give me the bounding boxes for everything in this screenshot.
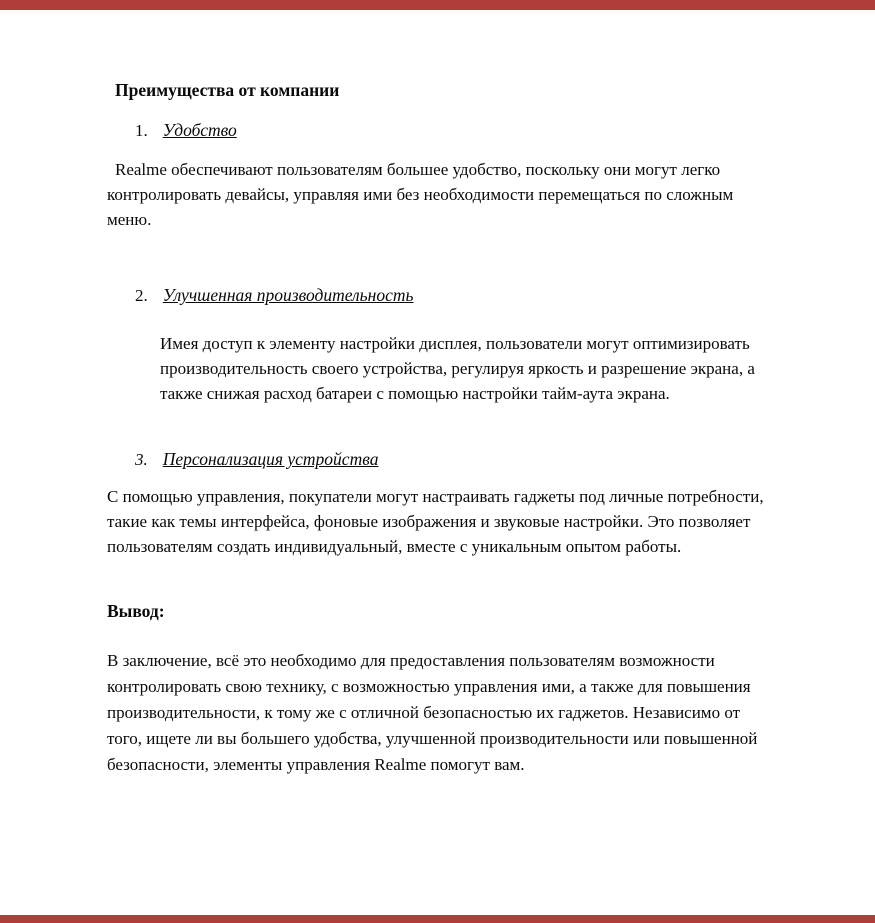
list-item (107, 447, 771, 559)
conclusion-body: В заключение, всё это необходимо для предоставления пользователям возможности контролировать свою технику, с возможностью управления ими, а также для повышения производительности, к тому же с отличной безопасностью их гаджетов. Независимо от того, ищете ли вы большего удобства, улучшенной производительности или повышенной безопасности, элементы управления Realme помогут вам. (107, 651, 758, 774)
conclusion-heading: Вывод: (107, 601, 165, 621)
list-item (107, 118, 771, 232)
list-item-2-title: Улучшенная производительность (162, 285, 414, 305)
list-item-3-number: 3. (135, 450, 148, 469)
list-item-1-number: 1. (135, 121, 148, 140)
list-item-2-number: 2. (135, 286, 148, 305)
page-title: Преимущества от компании (115, 80, 340, 100)
list-item-2-heading (135, 283, 771, 308)
list-item-3-title: Персонализация устройства (162, 449, 379, 469)
list-item-1-body: Realme обеспечивают пользователям большее удобство, поскольку они могут легко контролировать девайсы, управляя ими без необходимости перемещаться по сложным меню. (107, 160, 734, 229)
list-item-1-title: Удобство (162, 120, 237, 140)
list-item-1-heading (135, 118, 771, 143)
document-page (0, 10, 875, 915)
list-item-3-heading (135, 447, 771, 472)
list-item-3-body: С помощью управления, покупатели могут настраивать гаджеты под личные потребности, такие как темы интерфейса, фоновые изображения и звуковые настройки. Это позволяет пользователям создать индивидуальный, вместе с уникальным опытом работы. (107, 487, 764, 556)
list-item-2-body: Имея доступ к элементу настройки дисплея, пользователи могут оптимизировать производительность своего устройства, регулируя яркость и разрешение экрана, а также снижая расход батареи с помощью настройки тайм-аута экрана. (160, 334, 755, 403)
list-item (107, 283, 771, 406)
bottom-accent-bar (0, 915, 875, 923)
top-accent-bar (0, 0, 875, 10)
